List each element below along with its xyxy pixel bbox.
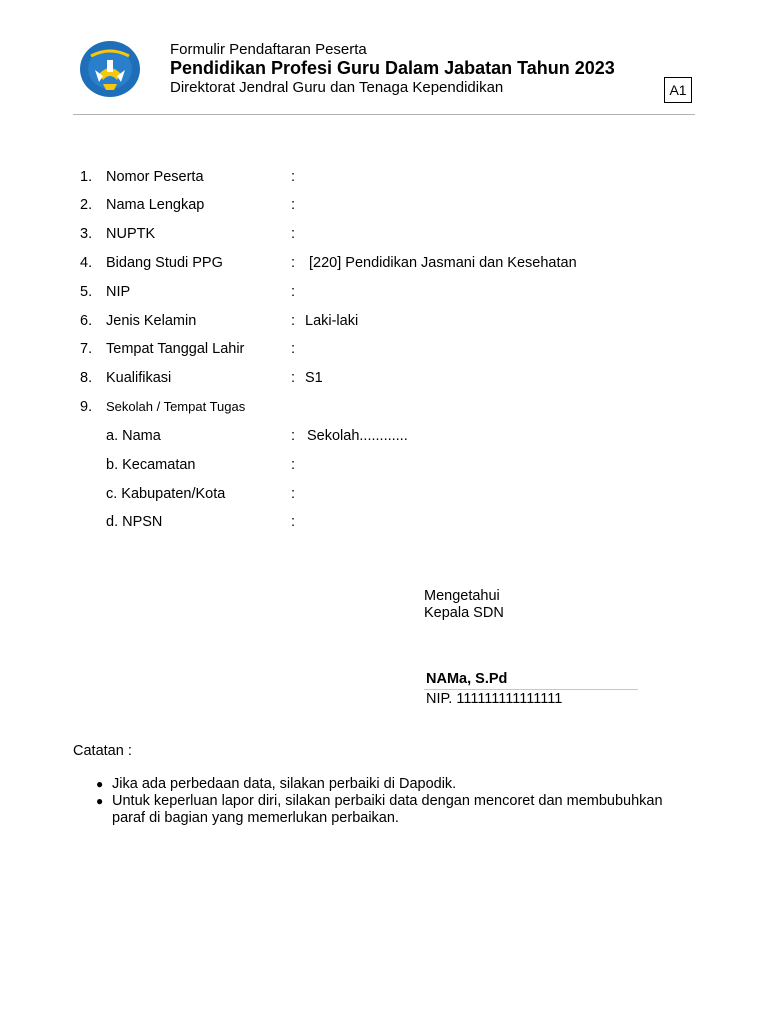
field-number: 8. (80, 370, 93, 386)
signature-acknowledge: Mengetahui (424, 588, 500, 604)
field-number: 6. (80, 313, 93, 329)
field-colon: : (291, 428, 296, 444)
field-colon: : (291, 284, 296, 300)
field-colon: : (291, 169, 296, 185)
field-label: Bidang Studi PPG (106, 255, 223, 271)
signature-position: Kepala SDN (424, 605, 504, 621)
field-number: 3. (80, 226, 93, 242)
field-colon: : (291, 313, 296, 329)
field-value: Laki-laki (305, 313, 359, 329)
program-title: Pendidikan Profesi Guru Dalam Jabatan Tahun 2023 (170, 58, 615, 78)
field-number: 4. (80, 255, 93, 271)
field-label: Sekolah / Tempat Tugas (106, 399, 246, 414)
note-text: Jika ada perbedaan data, silakan perbaiki di Dapodik. (112, 776, 457, 792)
field-label: Jenis Kelamin (106, 313, 197, 329)
signatory-name: NAMa, S.Pd (426, 671, 508, 687)
field-label: Kualifikasi (106, 370, 172, 386)
field-number: 1. (80, 169, 93, 185)
field-label: a. Nama (106, 428, 161, 444)
field-colon: : (291, 370, 296, 386)
field-colon: : (291, 341, 296, 357)
form-title: Formulir Pendaftaran Peserta (170, 41, 367, 58)
header-divider (73, 114, 695, 115)
field-label: Tempat Tanggal Lahir (106, 341, 245, 357)
field-label: NUPTK (106, 226, 156, 242)
field-colon: : (291, 514, 296, 530)
bullet-icon: ● (96, 794, 104, 808)
note-text: paraf di bagian yang memerlukan perbaikan. (112, 810, 399, 826)
field-colon: : (291, 226, 296, 242)
note-text: Untuk keperluan lapor diri, silakan perbaiki data dengan mencoret dan membubuhkan (112, 793, 663, 809)
tut-wuri-handayani-logo (79, 40, 141, 98)
field-colon: : (291, 255, 296, 271)
notes-title: Catatan : (73, 743, 132, 759)
field-label: c. Kabupaten/Kota (106, 486, 226, 502)
field-colon: : (291, 457, 296, 473)
directorate-title: Direktorat Jendral Guru dan Tenaga Kependidikan (170, 79, 504, 96)
field-value: Sekolah............ (307, 428, 408, 444)
field-number: 9. (80, 399, 93, 415)
field-number: 5. (80, 284, 93, 300)
signatory-nip: NIP. 111111111111111 (426, 691, 563, 707)
field-label: Nama Lengkap (106, 197, 205, 213)
bullet-icon: ● (96, 777, 104, 791)
form-code-badge: A1 (664, 77, 692, 103)
field-colon: : (291, 486, 296, 502)
field-value: [220] Pendidikan Jasmani dan Kesehatan (309, 255, 577, 271)
field-number: 2. (80, 197, 93, 213)
field-label: NIP (106, 284, 131, 300)
field-colon: : (291, 197, 296, 213)
field-value: S1 (305, 370, 323, 386)
field-label: b. Kecamatan (106, 457, 196, 473)
field-number: 7. (80, 341, 93, 357)
field-label: Nomor Peserta (106, 169, 204, 185)
field-label: d. NPSN (106, 514, 163, 530)
